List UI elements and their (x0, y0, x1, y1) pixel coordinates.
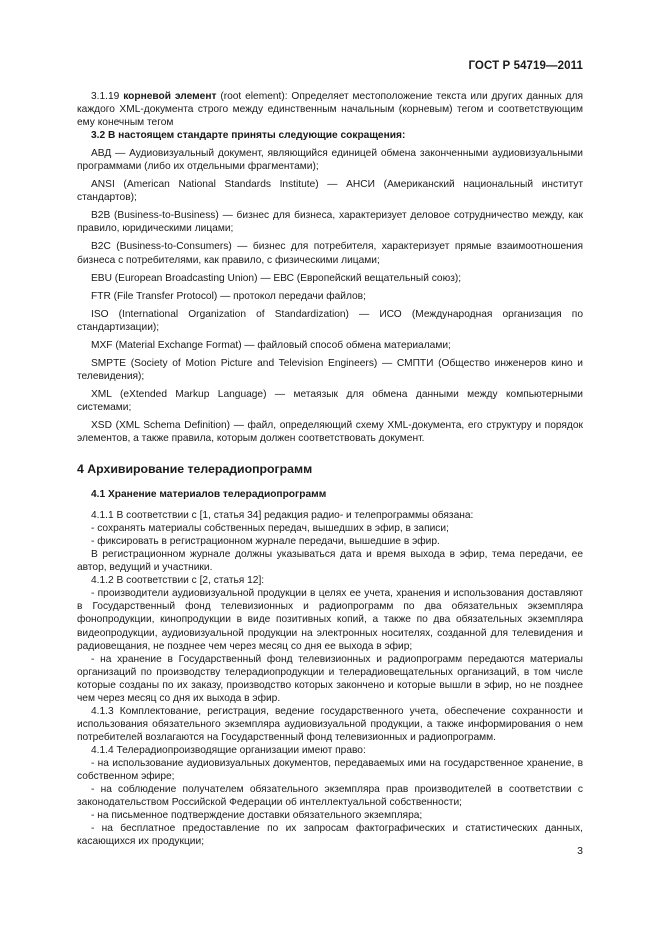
body-text (77, 90, 583, 848)
abbreviation-item: ANSI (American National Standards Institute) — АНСИ (Американский национальный институт стандартов); (77, 179, 583, 204)
abbreviation-item: XML (eXtended Markup Language) — метаязык для обмена данными между компьютерными системами; (77, 388, 583, 413)
clause-4-1-1: 4.1.1 В соответствии с [1, статья 34] редакция радио- и телепрограммы обязана: (91, 510, 474, 522)
abbreviation-item: XSD (XML Schema Definition) — файл, определяющий схему XML-документа, его структуру и порядок элементов, а также правила, которым должен соответствовать документ. (77, 419, 583, 445)
list-item: - на соблюдение получателем обязательного экземпляра прав производителей в соответствии с законодательством Российской Федерации об интеллектуальной собственности; (77, 784, 583, 809)
definition-number: 3.1.19 (91, 91, 120, 102)
abbreviation-item: FTR (File Transfer Protocol) — протокол передачи файлов; (91, 290, 366, 302)
page-number: 3 (577, 845, 583, 857)
section-4-heading: 4 Архивирование телерадиопрограмм (77, 462, 313, 477)
definition-term: корневой элемент (123, 91, 217, 102)
abbreviation-item: B2C (Business-to-Consumers) — бизнес для потребителя, характеризует прямые взаимоотношения бизнеса с потребителями, как правило, с физическими лицами; (77, 241, 583, 266)
clause-4-1-3: 4.1.3 Комплектование, регистрация, ведение государственного учета, обеспечение сохранности и использования обязательного экземпляра аудиовизуальной продукции, а также информирования о нем потребителей возлагаются на Государственный фонд телевизионных и радиопрограмм. (77, 705, 583, 743)
list-item: - на бесплатное предоставление по их запросам фактографических и статистических данных, касающихся их продукции; (77, 823, 583, 848)
list-item: - производители аудиовизуальной продукции в целях ее учета, хранения и использования доставляют в Государственный фонд телевизионных и радиопрограмм по два обязательных экземпляра фонопродукции, кинопродукции в виде позитивных копий, а также по два обязательных экземпляра видеопродукции, аудиовизуальной продукции на электронных носителях, созданной для телевидения и радиовещания, не позднее чем через месяц со дня ее выхода в эфир; (77, 588, 583, 652)
list-item: - сохранять материалы собственных передач, вышедших в эфир, в записи; (91, 523, 449, 535)
list-item: - фиксировать в регистрационном журнале передачи, вышедшие в эфир. (91, 536, 440, 548)
clause-4-1-4: 4.1.4 Телерадиопроизводящие организации имеют право: (91, 744, 366, 756)
list-item: - на хранение в Государственный фонд телевизионных и радиопрограмм передаются материалы организаций по производству телерадиопродукции и телерадиовещательных организаций, в том числе которые созданы по их заказу, производство которых закончено и которые вышли в эфир, но не позднее чем через месяц со дня их выхода в эфир. (77, 653, 583, 704)
abbreviation-item: SMPTE (Society of Motion Picture and Television Engineers) — СМПТИ (Общество инженеров кино и телевидения); (77, 357, 583, 382)
list-item: - на использование аудиовизуальных документов, передаваемых ими на государственное хранение, в собственном эфире; (77, 757, 583, 783)
abbreviation-item: B2B (Business-to-Business) — бизнес для бизнеса, характеризует деловое сотрудничество между, как правило, юридическими лицами; (77, 210, 583, 235)
list-item: - на письменное подтверждение доставки обязательного экземпляра; (91, 810, 423, 822)
abbreviation-item: ISO (International Organization of Standardization) — ИСО (Международная организация по стандартизации); (77, 308, 583, 333)
abbreviation-item: MXF (Material Exchange Format) — файловый способ обмена материалами; (91, 339, 451, 351)
document-header: ГОСТ Р 54719—2011 (468, 60, 583, 72)
clause-4-1-2: 4.1.2 В соответствии с [2, статья 12]: (91, 575, 265, 587)
paragraph: В регистрационном журнале должны указываться дата и время выхода в эфир, тема передачи, ее автор, ведущий и участники. (77, 549, 583, 574)
abbreviations-heading: 3.2 В настоящем стандарте приняты следующие сокращения: (91, 130, 406, 142)
definition-text: (root element): Определяет местоположение текста или других данных для каждого XML-документа строго между единственным начальным (корневым) тегом и соответствующим ему конечным тегом (77, 91, 583, 129)
definition-3-1-19 (77, 90, 583, 129)
abbreviation-item: EBU (European Broadcasting Union) — ЕВС (Европейский вещательный союз); (91, 272, 462, 284)
subsection-4-1-heading: 4.1 Хранение материалов телерадиопрограмм (91, 489, 327, 501)
abbreviation-item: АВД — Аудиовизуальный документ, являющийся единицей обмена законченными аудиовизуальными программами (либо их отдельными фрагментами); (77, 148, 583, 173)
